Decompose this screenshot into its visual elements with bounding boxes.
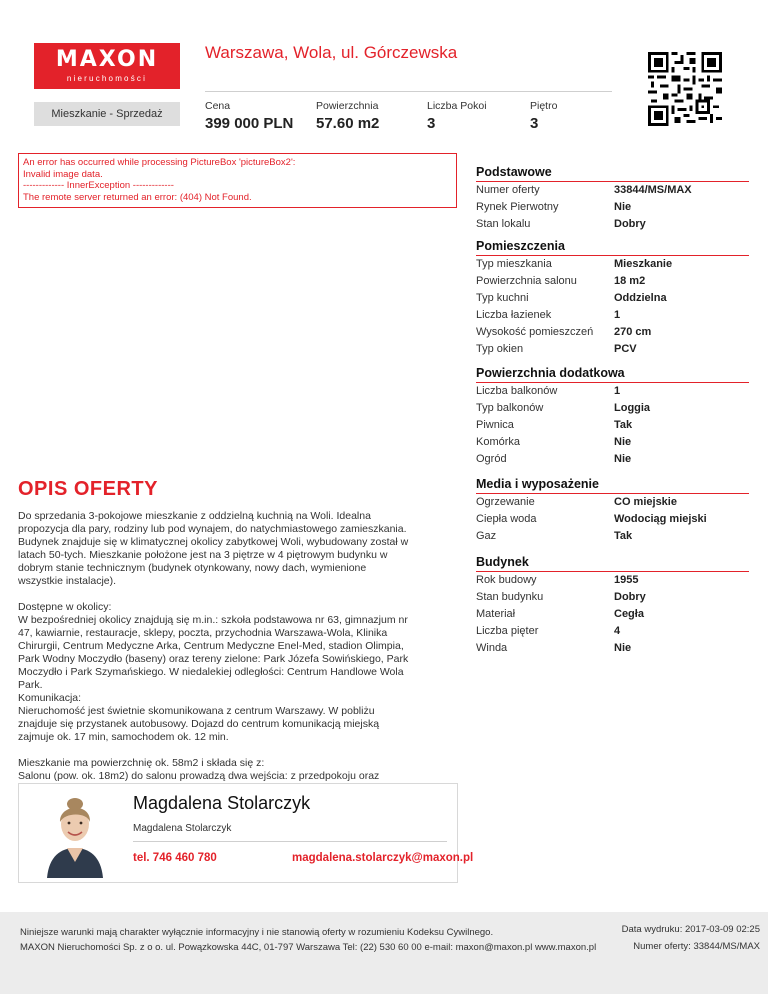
detail-value: Nie: [614, 453, 632, 465]
detail-row: [476, 606, 749, 623]
detail-row: [476, 434, 749, 451]
offer-address: Warszawa, Wola, ul. Górczewska: [205, 43, 458, 62]
description-paragraph: Dostępne w okolicy: W bezpośredniej okolicy znajdują się m.in.: szkoła podstawowa nr 63, gimnazjum nr 47, kawiarnie, restauracje, sklepy, poczta, przychodnia Warszawa-Wola, Klinika Chirurgii, Centrum Medyczne Arka, Centrum Medyczne Enel-Med, stadion Olimpia, Park Wodny Moczydło (baseny) oraz tereny zielone: Park Józefa Sowińskiego, Park Moczydło i Park Szymańskiego. W niedalekiej odległości: Centrum Handlowe Wola Park. Komunikacja: Nieruchomość jest świetnie skomunikowana z centrum Warszawy. W pobliżu znajduje się przystanek autobusowy. Dojazd do centrum komunikacją miejską zajmuje ok. 17 min, samochodem ok. 12 min.: [18, 601, 409, 743]
detail-label: Gaz: [476, 530, 497, 542]
section-pomieszczenia: [476, 239, 749, 358]
footer-offer-number: Numer oferty: 33844/MS/MAX: [633, 941, 760, 952]
detail-row: [476, 511, 749, 528]
detail-row: [476, 589, 749, 606]
detail-row: [476, 623, 749, 640]
agent-name: Magdalena Stolarczyk: [133, 793, 311, 813]
error-line: Invalid image data.: [23, 168, 103, 180]
detail-value: PCV: [614, 343, 637, 355]
detail-row: [476, 290, 749, 307]
agent-subtitle: Magdalena Stolarczyk: [133, 823, 232, 834]
detail-value: 1955: [614, 574, 639, 586]
detail-label: Winda: [476, 642, 508, 654]
detail-value: Nie: [614, 201, 632, 213]
detail-row: [476, 182, 749, 199]
detail-label: Ciepła woda: [476, 513, 537, 525]
detail-row: [476, 640, 749, 657]
detail-label: Wysokość pomieszczeń: [476, 326, 594, 338]
footer-right: [622, 921, 760, 955]
section-title: Podstawowe: [476, 165, 749, 182]
agent-card: [18, 783, 474, 883]
floor-label: Piętro: [530, 100, 558, 112]
section-media: [476, 477, 749, 545]
detail-label: Komórka: [476, 436, 521, 448]
detail-label: Piwnica: [476, 419, 514, 431]
footer-left: [20, 925, 596, 955]
detail-value: Dobry: [614, 218, 646, 230]
detail-row: [476, 383, 749, 400]
logo-name: MAXON: [55, 47, 159, 72]
description-paragraph: Do sprzedania 3-pokojowe mieszkanie z oddzielną kuchnią na Woli. Idealna propozycja dla pary, rodziny lub pod wynajem, do natychmiastowego zamieszkania. Budynek znajduje się w klimatycznej okolicy zabytkowej Woli, wybudowany został w latach 50-tych. Mieszkanie położone jest na 3 piętrze w 4 piętrowym budynku w dobrym stanie technicznym (budynek otynkowany, nowy dach, wymienione wszystkie instalacje).: [18, 510, 409, 587]
detail-value: Tak: [614, 419, 633, 431]
error-line: The remote server returned an error: (404) Not Found.: [23, 191, 252, 203]
price-value: 399 000 PLN: [205, 115, 294, 132]
detail-value: Nie: [614, 642, 632, 654]
section-title: Media i wyposażenie: [476, 477, 749, 494]
description-body: [18, 510, 458, 796]
description-paragraph: Mieszkanie ma powierzchnię ok. 58m2 i składa się z: Salonu (pow. ok. 18m2) do salonu prowadzą dwa wejścia: z przedpokoju oraz: [18, 757, 380, 782]
detail-label: Liczba łazienek: [476, 309, 552, 321]
detail-label: Liczba pięter: [476, 625, 539, 637]
qr-code-icon: [648, 52, 722, 126]
detail-row: [476, 528, 749, 545]
area-value: 57.60 m2: [316, 115, 380, 132]
area-label: Powierzchnia: [316, 100, 379, 112]
detail-row: [476, 216, 749, 233]
detail-value: CO miejskie: [614, 496, 677, 508]
detail-label: Typ okien: [476, 343, 524, 355]
error-line: An error has occurred while processing PictureBox 'pictureBox2':: [23, 157, 296, 168]
detail-value: Cegła: [614, 608, 644, 620]
detail-label: Liczba balkonów: [476, 385, 558, 397]
section-powierzchnia-dodatkowa: [476, 366, 749, 468]
detail-label: Powierzchnia salonu: [476, 275, 577, 287]
detail-row: [476, 451, 749, 468]
detail-value: Nie: [614, 436, 632, 448]
detail-value: Dobry: [614, 591, 646, 603]
detail-value: 18 m2: [614, 275, 646, 287]
image-error-box: [18, 153, 457, 208]
rooms-value: 3: [427, 115, 436, 132]
detail-value: Oddzielna: [614, 292, 667, 304]
detail-value: 4: [614, 625, 621, 637]
section-budynek: [476, 555, 749, 657]
footer-print-date: Data wydruku: 2017-03-09 02:25: [621, 924, 760, 935]
detail-row: [476, 256, 749, 273]
section-title: Powierzchnia dodatkowa: [476, 366, 749, 383]
description-title: OPIS OFERTY: [18, 478, 158, 500]
agent-email-link[interactable]: magdalena.stolarczyk@maxon.pl: [292, 852, 474, 864]
detail-label: Typ mieszkania: [476, 258, 552, 270]
offer-type-badge: Mieszkanie - Sprzedaż: [34, 102, 180, 126]
detail-row: [476, 307, 749, 324]
detail-row: [476, 324, 749, 341]
section-title: Pomieszczenia: [476, 239, 749, 256]
detail-value: 270 cm: [614, 326, 652, 338]
section-podstawowe: [476, 165, 749, 233]
footer-company: MAXON Nieruchomości Sp. z o o. ul. Powązkowska 44C, 01-797 Warszawa Tel: (22) 530 60 00 e-mail: maxon@maxon.pl www.maxon.pl: [20, 942, 597, 953]
detail-label: Typ kuchni: [476, 292, 529, 304]
detail-label: Materiał: [476, 608, 516, 620]
detail-row: [476, 341, 749, 358]
price-label: Cena: [205, 100, 231, 112]
detail-value: Tak: [614, 530, 633, 542]
detail-value: 1: [614, 309, 621, 321]
detail-row: [476, 400, 749, 417]
detail-value: Loggia: [614, 402, 651, 414]
logo-tagline: nieruchomości: [66, 74, 148, 83]
floor-value: 3: [530, 115, 539, 132]
error-line: ------------- InnerException -------------: [23, 180, 174, 191]
detail-row: [476, 273, 749, 290]
agent-divider: [133, 841, 447, 842]
detail-label: Stan budynku: [476, 591, 544, 603]
detail-label: Ogród: [476, 453, 507, 465]
detail-row: [476, 494, 749, 511]
rooms-label: Liczba Pokoi: [427, 100, 487, 112]
section-title: Budynek: [476, 555, 749, 572]
detail-label: Ogrzewanie: [476, 496, 535, 508]
agent-avatar: [41, 790, 109, 878]
detail-row: [476, 572, 749, 589]
detail-label: Typ balkonów: [476, 402, 544, 414]
detail-row: [476, 417, 749, 434]
detail-value: 33844/MS/MAX: [614, 184, 692, 196]
agent-phone-link[interactable]: tel. 746 460 780: [133, 852, 217, 864]
detail-value: 1: [614, 385, 621, 397]
maxon-logo: [34, 43, 180, 89]
detail-label: Rok budowy: [476, 574, 537, 586]
detail-value: Mieszkanie: [614, 258, 673, 270]
detail-value: Wodociąg miejski: [614, 513, 707, 525]
detail-row: [476, 199, 749, 216]
detail-label: Numer oferty: [476, 184, 540, 196]
detail-label: Rynek Pierwotny: [476, 201, 559, 213]
detail-label: Stan lokalu: [476, 218, 531, 230]
header-divider: [205, 91, 612, 92]
footer-disclaimer: Niniejsze warunki mają charakter wyłącznie informacyjny i nie stanowią oferty w rozumieniu Kodeksu Cywilnego.: [20, 927, 494, 938]
